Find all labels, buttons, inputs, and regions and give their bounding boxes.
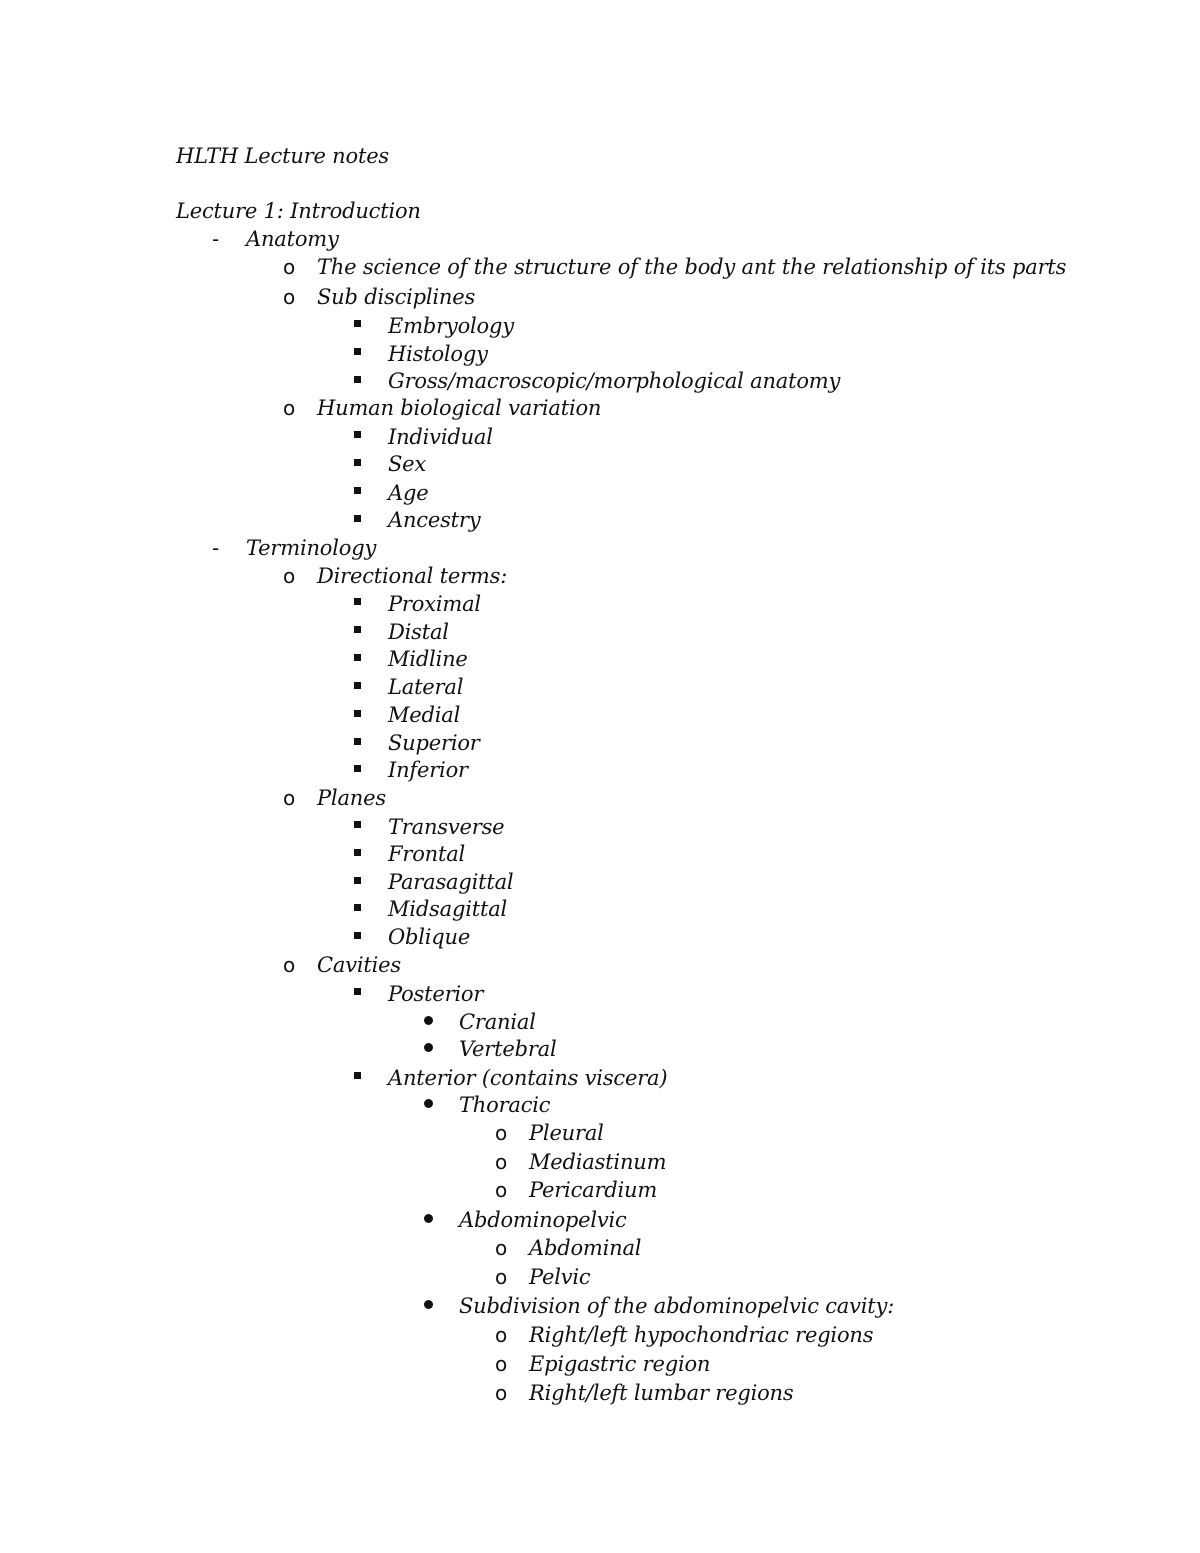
directional-label: Directional terms: (317, 564, 508, 588)
square-bullet (354, 849, 361, 856)
cavities-label: Cavities (317, 953, 401, 977)
square-bullet (354, 515, 361, 522)
list-item: Sex (388, 452, 427, 476)
sub-disciplines-label: Sub disciplines (317, 285, 476, 309)
square-bullet (354, 654, 361, 661)
dot-bullet (424, 1300, 433, 1309)
circle-bullet: o (495, 1352, 508, 1376)
variation-label: Human biological variation (317, 396, 602, 420)
list-item: Frontal (388, 842, 466, 866)
circle-bullet: o (283, 396, 296, 420)
circle-bullet: o (495, 1236, 508, 1260)
list-item: Transverse (388, 815, 505, 839)
circle-bullet: o (495, 1178, 508, 1202)
square-bullet (354, 431, 361, 438)
square-bullet (354, 821, 361, 828)
circle-bullet: o (495, 1381, 508, 1405)
document-title: HLTH Lecture notes (176, 144, 389, 168)
circle-bullet: o (495, 1150, 508, 1174)
list-item: Midsagittal (388, 897, 508, 921)
square-bullet (354, 626, 361, 633)
circle-bullet: o (495, 1323, 508, 1347)
lecture-heading: Lecture 1: Introduction (176, 199, 421, 223)
anatomy-definition: The science of the structure of the body ant the relationship of its parts (317, 255, 1067, 279)
abdominopelvic-label: Abdominopelvic (459, 1208, 627, 1232)
posterior-label: Posterior (388, 982, 484, 1006)
dash-bullet: - (212, 536, 220, 560)
square-bullet (354, 1072, 361, 1079)
circle-bullet: o (495, 1121, 508, 1145)
circle-bullet: o (283, 285, 296, 309)
list-item: Pericardium (529, 1178, 658, 1202)
square-bullet (354, 487, 361, 494)
list-item: Ancestry (388, 508, 481, 532)
list-item: Parasagittal (388, 870, 514, 894)
square-bullet (354, 738, 361, 745)
square-bullet (354, 376, 361, 383)
list-item: Vertebral (459, 1037, 557, 1061)
circle-bullet: o (283, 953, 296, 977)
list-item: Lateral (388, 675, 464, 699)
list-item: Age (388, 481, 429, 505)
list-item: Distal (388, 620, 449, 644)
list-item: Individual (388, 425, 493, 449)
list-item: Right/left hypochondriac regions (529, 1323, 874, 1347)
list-item: Pelvic (529, 1265, 591, 1289)
list-item: Gross/macroscopic/morphological anatomy (388, 369, 841, 393)
circle-bullet: o (495, 1265, 508, 1289)
dot-bullet (424, 1043, 433, 1052)
square-bullet (354, 932, 361, 939)
circle-bullet: o (283, 564, 296, 588)
list-item: Inferior (388, 758, 468, 782)
circle-bullet: o (283, 786, 296, 810)
square-bullet (354, 904, 361, 911)
square-bullet (354, 682, 361, 689)
list-item: Embryology (388, 314, 514, 338)
subdivision-label: Subdivision of the abdominopelvic cavity: (459, 1294, 895, 1318)
section-terminology: Terminology (246, 536, 377, 560)
square-bullet (354, 877, 361, 884)
square-bullet (354, 765, 361, 772)
square-bullet (354, 348, 361, 355)
circle-bullet: o (283, 255, 296, 279)
list-item: Proximal (388, 592, 481, 616)
list-item: Medial (388, 703, 461, 727)
dot-bullet (424, 1214, 433, 1223)
square-bullet (354, 459, 361, 466)
square-bullet (354, 988, 361, 995)
list-item: Oblique (388, 925, 471, 949)
dot-bullet (424, 1016, 433, 1025)
dash-bullet: - (212, 227, 220, 251)
dot-bullet (424, 1099, 433, 1108)
square-bullet (354, 598, 361, 605)
list-item: Superior (388, 731, 480, 755)
list-item: Mediastinum (529, 1150, 667, 1174)
anterior-label: Anterior (contains viscera) (388, 1066, 668, 1090)
list-item: Cranial (459, 1010, 536, 1034)
thoracic-label: Thoracic (459, 1093, 551, 1117)
list-item: Epigastric region (529, 1352, 711, 1376)
section-anatomy: Anatomy (246, 227, 339, 251)
list-item: Pleural (529, 1121, 604, 1145)
list-item: Histology (388, 342, 488, 366)
square-bullet (354, 320, 361, 327)
square-bullet (354, 710, 361, 717)
list-item: Abdominal (529, 1236, 642, 1260)
list-item: Midline (388, 647, 468, 671)
list-item: Right/left lumbar regions (529, 1381, 794, 1405)
planes-label: Planes (317, 786, 386, 810)
